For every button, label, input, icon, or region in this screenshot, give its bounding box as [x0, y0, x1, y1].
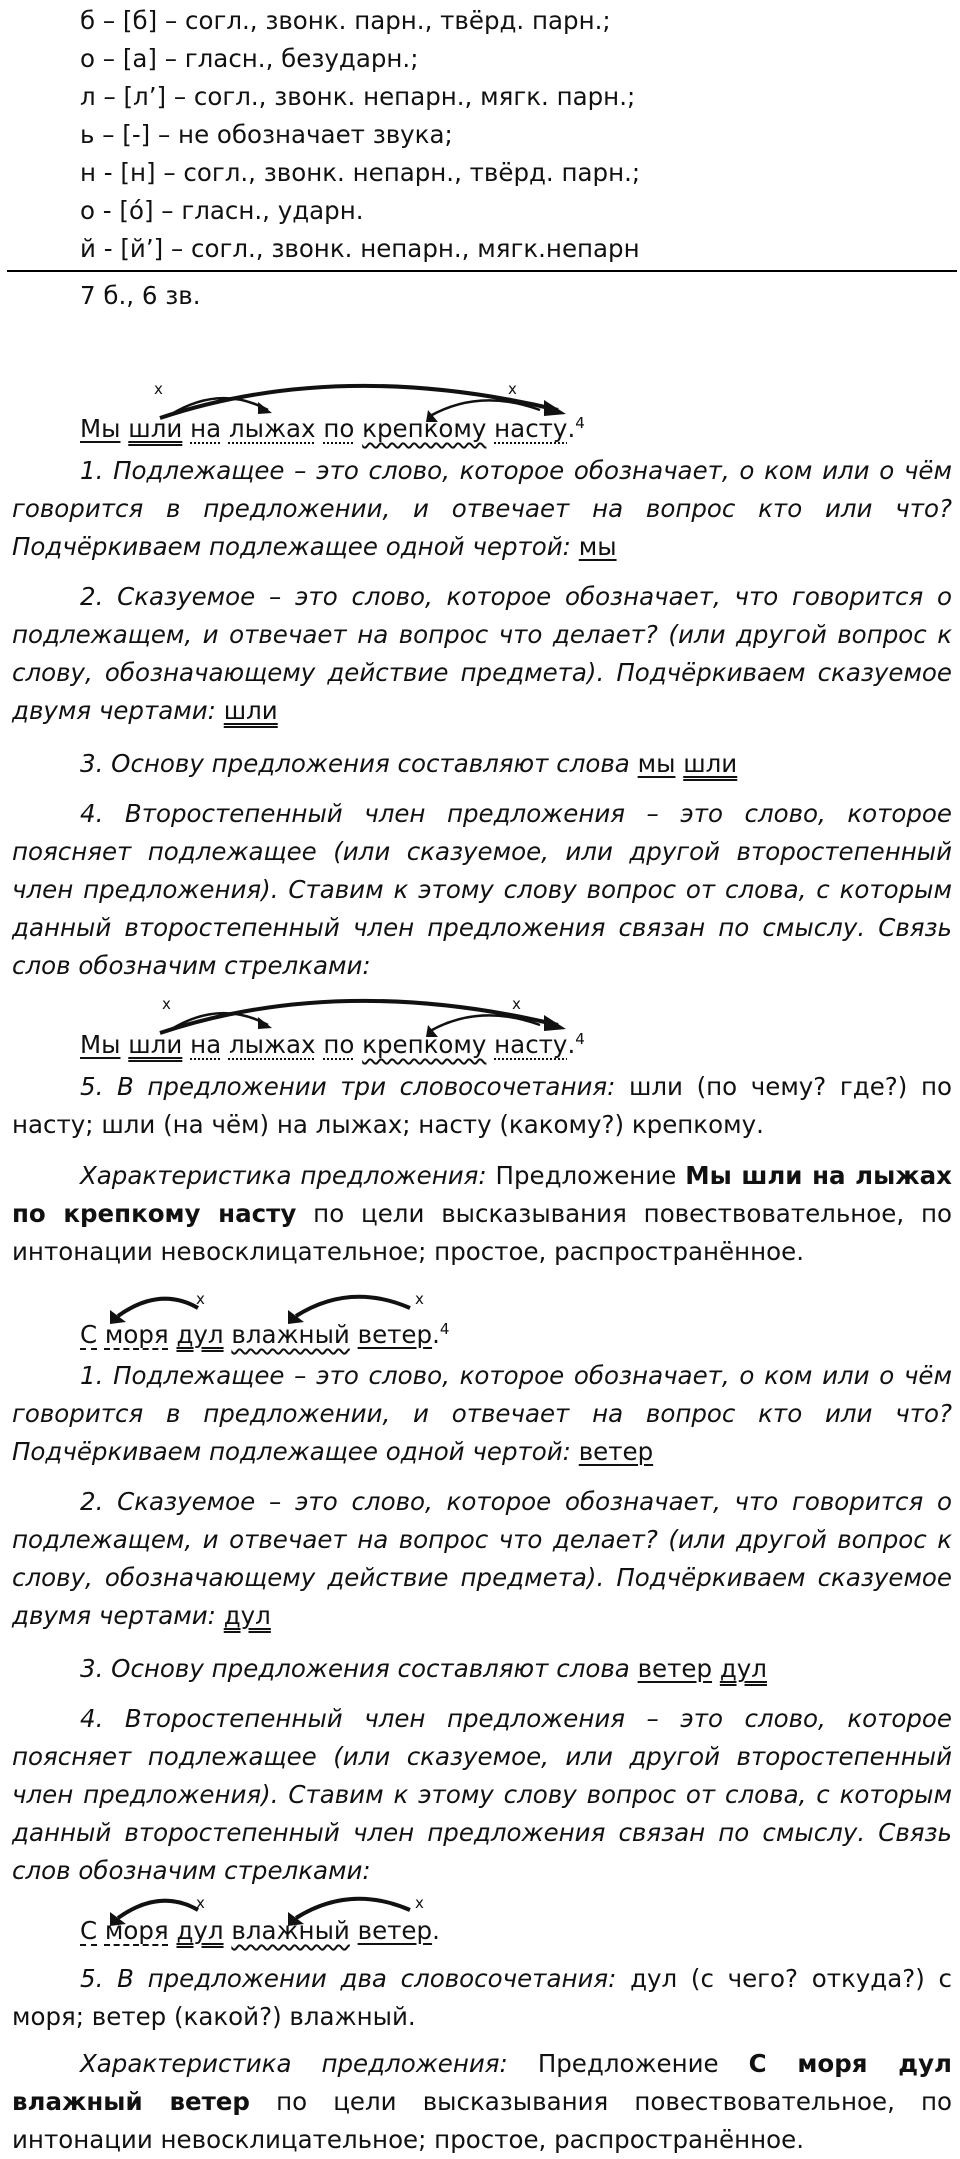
circumstance-word: на: [190, 1030, 222, 1060]
circumstance-word: лыжах: [228, 1030, 316, 1060]
footnote-mark: 4: [575, 414, 585, 432]
divider-line: [7, 270, 957, 272]
predicate-example: шли: [223, 696, 278, 725]
phonetic-line-4: ь – [-] – не обозначает звука;: [80, 120, 453, 149]
paragraph-secondary-member: 4. Второстепенный член предложения – это слово, которое поясняет подлежащее (или сказуемое, или другой второстепенный член предложения). Ставим к этому слову вопрос от слова, с которым данный второстепенный член предложения связан по смыслу. Связь слов обозначим стрелками:: [12, 799, 952, 980]
phonetic-line-5: н - [н] – согл., звонк. непарн., твёрд. парн.;: [80, 158, 641, 187]
subject-word: ветер: [357, 1916, 433, 1945]
circumstance-word: по: [323, 1030, 355, 1060]
sentence-2: [80, 1310, 449, 1354]
circumstance-word: насту: [494, 1030, 568, 1060]
circumstance-word: насту: [494, 414, 568, 444]
paragraph-predicate: 2. Сказуемое – это слово, которое обозначает, что говорится о подлежащем, и отвечает на вопрос что делает? (или другой вопрос к слову, обозначающему действие предмета). Подчёркиваем сказуемое двумя чертами: шли: [12, 582, 952, 725]
paragraph-characteristic-2: Характеристика предложения: Предложение С моря дул влажный ветер по цели высказывания повествовательное, по интонации невосклицательное; простое, распространённое.: [12, 2049, 952, 2154]
circumstance-word: С: [80, 1916, 98, 1945]
x-mark: x: [162, 995, 171, 1013]
sentence-2-repeat: [80, 1912, 440, 1950]
paragraph-phrases: 5. В предложении три словосочетания: шли (по чему? где?) по насту; шли (на чём) на лыжах; насту (какому?) крепкому.: [12, 1072, 952, 1139]
paragraph-basis-2: 3. Основу предложения составляют слова ветер дул: [80, 1654, 767, 1683]
phonetic-line-6: о - [ó] – гласн., ударн.: [80, 196, 364, 225]
sentence-end: .: [432, 1916, 440, 1945]
sentence-1: [80, 404, 585, 448]
attribute-word: крепкому: [362, 1030, 487, 1060]
phonetic-line-3: л – [л’] – согл., звонк. непарн., мягк. парн.;: [80, 82, 636, 111]
footnote-mark: 4: [575, 1030, 585, 1048]
x-mark: x: [512, 995, 521, 1013]
paragraph-basis: 3. Основу предложения составляют слова мы шли: [80, 749, 738, 778]
phonetic-line-1: б – [б] – согл., звонк. парн., твёрд. парн.;: [80, 6, 611, 35]
circumstance-word: лыжах: [228, 414, 316, 444]
x-mark: x: [196, 1894, 205, 1912]
sentence-end: .: [567, 1030, 576, 1060]
circumstance-word: С: [80, 1320, 98, 1350]
predicate-word: дул: [176, 1320, 224, 1350]
basis-predicate: дул: [719, 1654, 767, 1683]
x-mark: x: [508, 380, 517, 398]
attribute-word: влажный: [231, 1916, 350, 1945]
predicate-word: шли: [128, 414, 183, 444]
sentence-end: .: [567, 414, 576, 444]
subject-example: мы: [578, 532, 617, 561]
paragraph-subject-2: 1. Подлежащее – это слово, которое обозначает, о ком или о чём говорится в предложении, и отвечает на вопрос кто или что? Подчёркиваем подлежащее одной чертой: ветер: [12, 1361, 952, 1466]
subject-word: Мы: [80, 414, 121, 444]
x-mark: x: [415, 1290, 424, 1308]
subject-word: Мы: [80, 1030, 121, 1060]
x-mark: x: [415, 1894, 424, 1912]
basis-subject: ветер: [637, 1654, 713, 1683]
paragraph-phrases-2: 5. В предложении два словосочетания: дул (с чего? откуда?) с моря; ветер (какой?) влажный.: [12, 1964, 952, 2031]
sentence-1-repeat: [80, 1020, 585, 1064]
predicate-word: дул: [176, 1916, 224, 1945]
letters-sounds-total: 7 б., 6 зв.: [80, 281, 201, 310]
x-mark: x: [154, 380, 163, 398]
sentence-end: .: [432, 1320, 440, 1350]
basis-predicate: шли: [683, 749, 738, 778]
circumstance-word: моря: [104, 1916, 169, 1945]
paragraph-subject: 1. Подлежащее – это слово, которое обозначает, о ком или о чём говорится в предложении, и отвечает на вопрос кто или что? Подчёркиваем подлежащее одной чертой: мы: [12, 456, 952, 561]
circumstance-word: моря: [104, 1320, 169, 1350]
paragraph-characteristic: Характеристика предложения: Предложение Мы шли на лыжах по крепкому насту по цели высказывания повествовательное, по интонации невосклицательное; простое, распространённое.: [12, 1161, 952, 1266]
basis-subject: мы: [637, 749, 676, 778]
attribute-word: влажный: [231, 1320, 350, 1350]
subject-word: ветер: [357, 1320, 433, 1350]
predicate-example: дул: [223, 1601, 271, 1630]
circumstance-word: на: [190, 414, 222, 444]
attribute-word: крепкому: [362, 414, 487, 444]
paragraph-predicate-2: 2. Сказуемое – это слово, которое обозначает, что говорится о подлежащем, и отвечает на вопрос что делает? (или другой вопрос к слову, обозначающему действие предмета). Подчёркиваем сказуемое двумя чертами: дул: [12, 1487, 952, 1630]
paragraph-secondary-member-2: 4. Второстепенный член предложения – это слово, которое поясняет подлежащее (или сказуемое, или другой второстепенный член предложения). Ставим к этому слову вопрос от слова, с которым данный второстепенный член предложения связан по смыслу. Связь слов обозначим стрелками:: [12, 1704, 952, 1885]
phonetic-line-2: о – [а] – гласн., безударн.;: [80, 44, 419, 73]
x-mark: x: [196, 1290, 205, 1308]
phonetic-line-7: й - [й’] – согл., звонк. непарн., мягк.непарн: [80, 234, 640, 263]
subject-example: ветер: [578, 1437, 654, 1466]
predicate-word: шли: [128, 1030, 183, 1060]
circumstance-word: по: [323, 414, 355, 444]
footnote-mark: 4: [439, 1320, 450, 1338]
